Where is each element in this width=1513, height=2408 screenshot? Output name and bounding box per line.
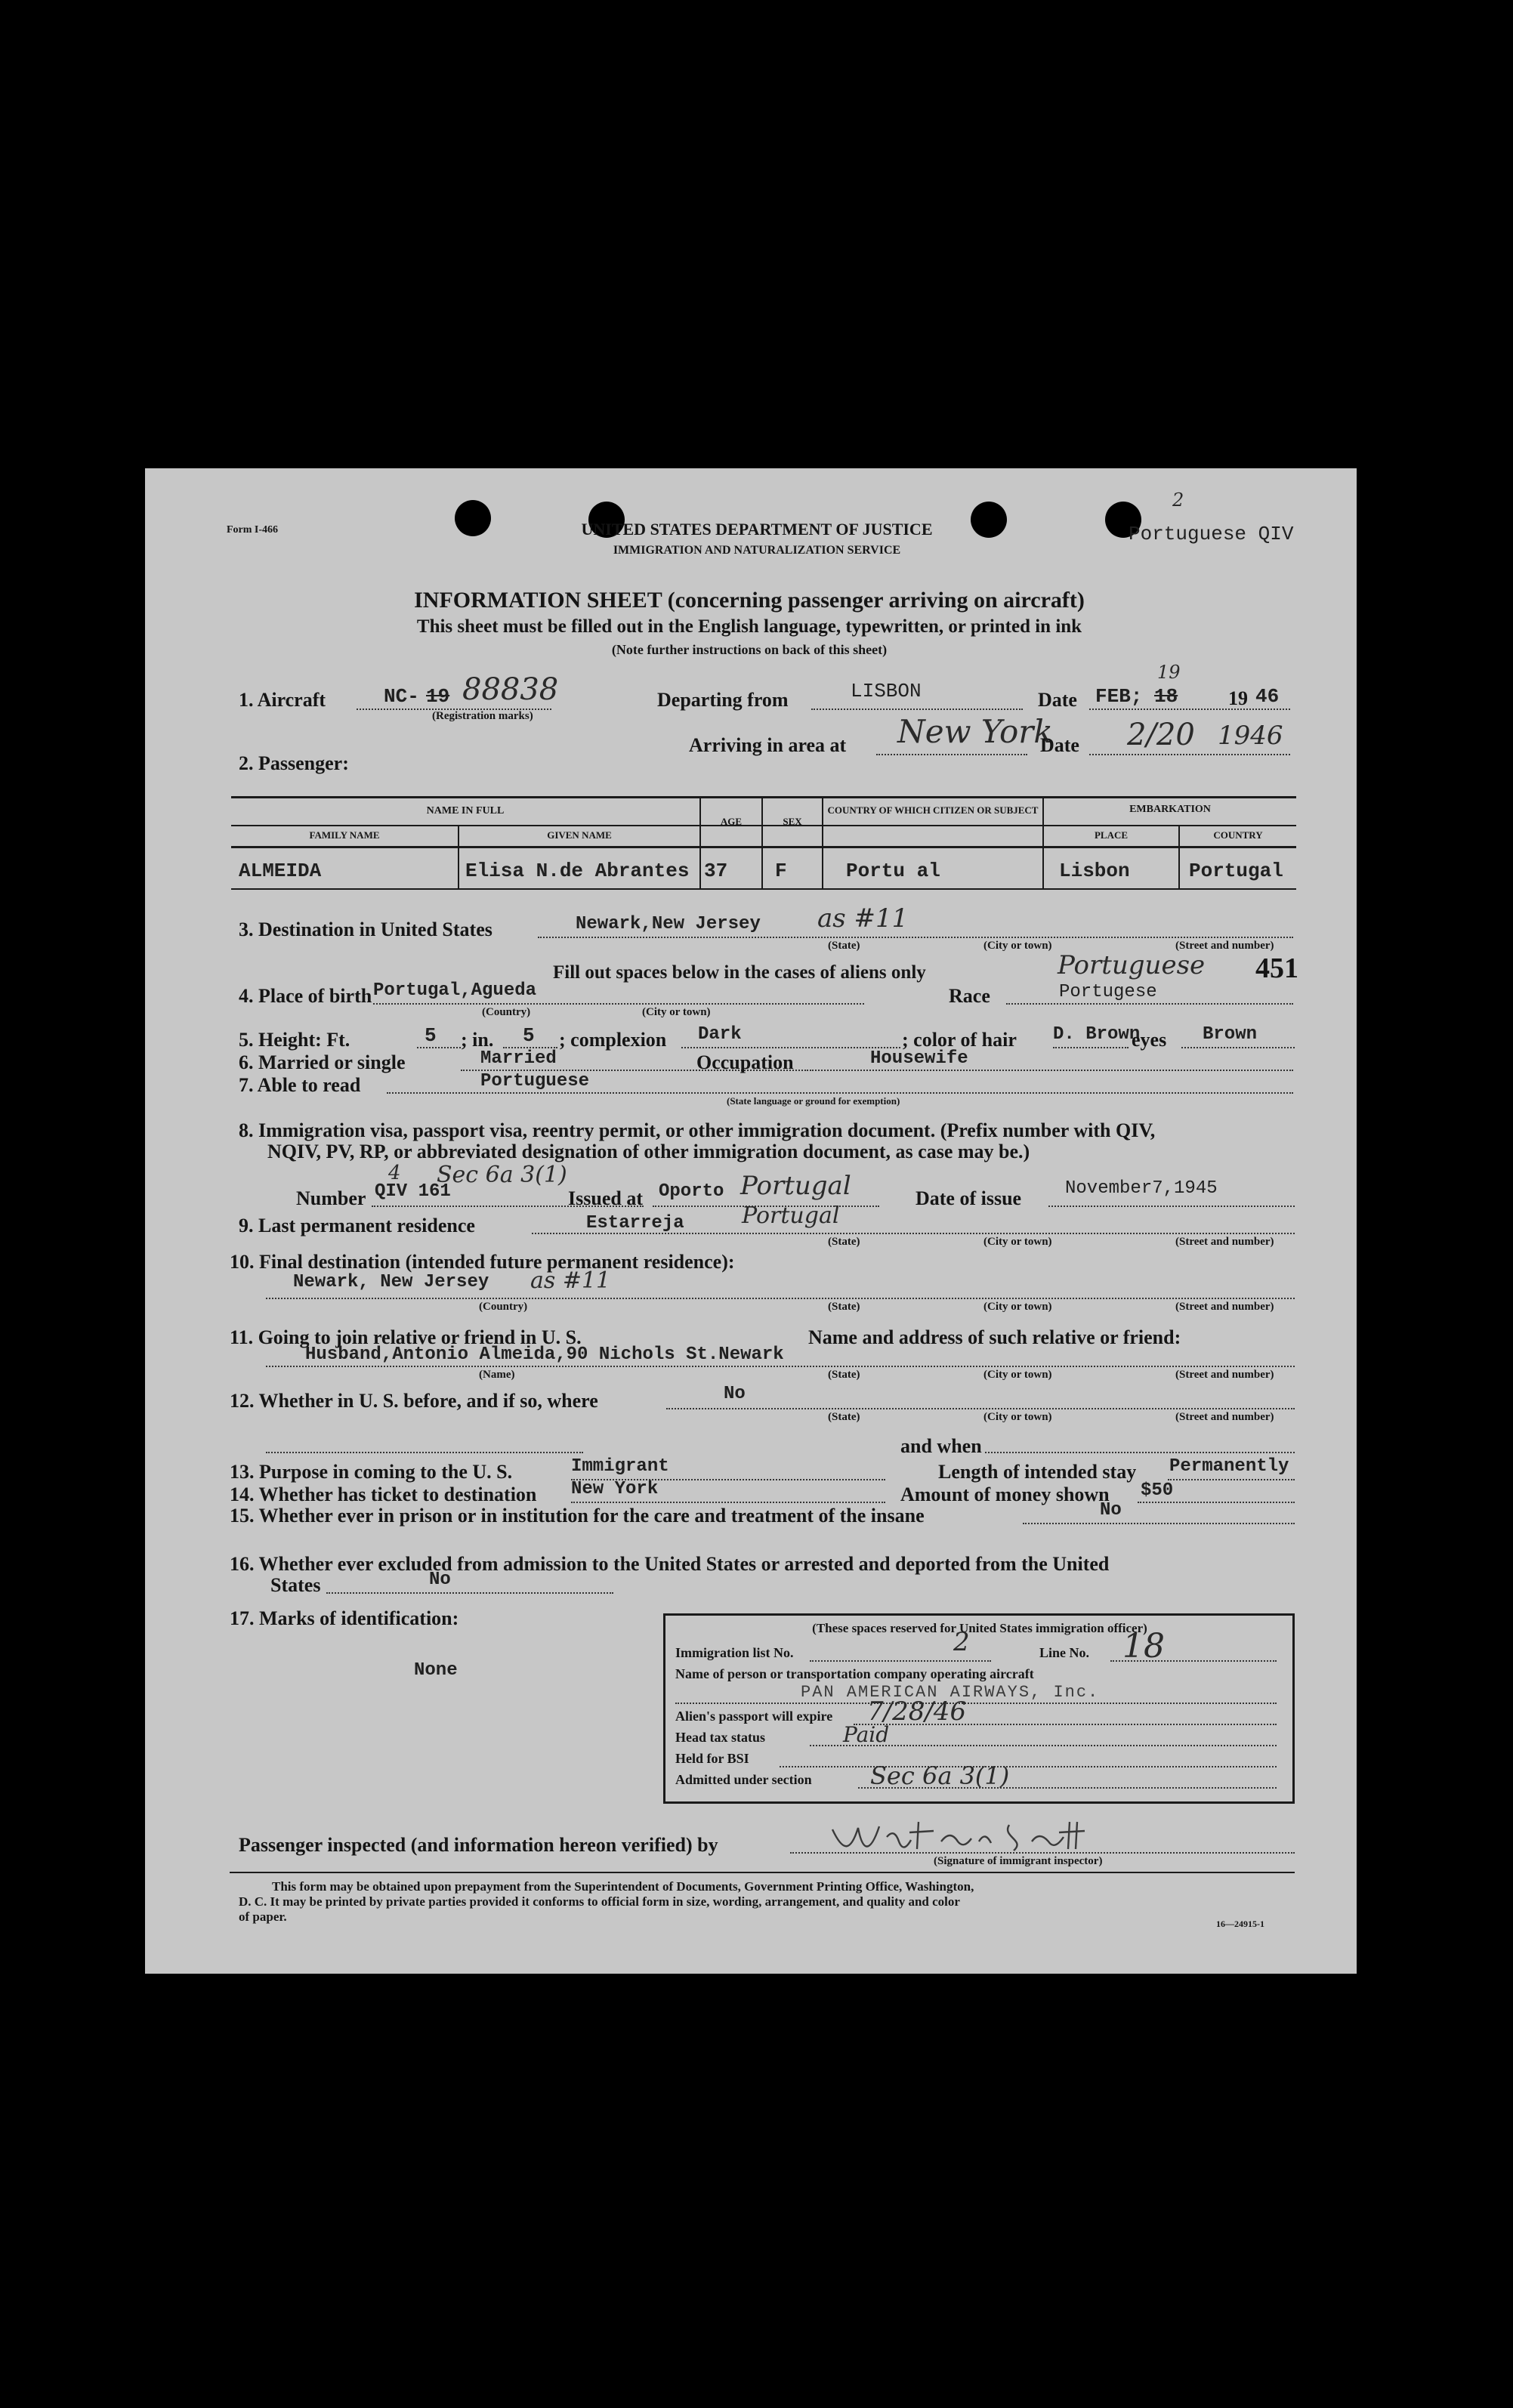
inspector-caption: (Signature of immigrant inspector) (934, 1855, 1103, 1867)
form-sheet (145, 468, 1357, 1974)
money-value: $50 (1141, 1480, 1174, 1501)
q11-name-caption: (Name) (479, 1369, 515, 1381)
line-number-label: Line No. (1039, 1645, 1090, 1660)
place-header: PLACE (1094, 829, 1129, 841)
arrival-date-value: 2/20 (1127, 718, 1195, 752)
q9-state-caption: (State) (828, 1236, 860, 1248)
inches-label: ; in. (461, 1029, 494, 1051)
complexion-label: ; complexion (559, 1029, 667, 1051)
q11-state-caption: (State) (828, 1369, 860, 1381)
date-of-issue-value: November7,1945 (1065, 1178, 1218, 1199)
hair-value: D. Brown (1053, 1024, 1141, 1045)
head-tax-value: Paid (843, 1722, 890, 1747)
q12-label: 12. Whether in U. S. before, and if so, where (230, 1390, 598, 1412)
embarkation-country-header: COUNTRY (1213, 829, 1263, 841)
sex-header: SEX (783, 816, 802, 827)
q9-street-caption: (Street and number) (1175, 1236, 1274, 1248)
q10-country-caption: (Country) (479, 1301, 528, 1313)
registration-caption: (Registration marks) (432, 710, 533, 722)
q10-label: 10. Final destination (intended future permanent residence): (230, 1251, 735, 1273)
print-code: 16—24915-1 (1216, 1919, 1264, 1929)
and-when-label: and when (900, 1435, 982, 1457)
date-of-issue-label: Date of issue (916, 1187, 1022, 1209)
q13-label: 13. Purpose in coming to the U. S. (230, 1461, 513, 1483)
q3-value: Newark,New Jersey (576, 914, 761, 934)
officer-box-title: (These spaces reserved for United States immigration officer) (812, 1621, 1147, 1635)
q3-city-caption: (City or town) (983, 940, 1052, 952)
q4-value: Portugal,Agueda (373, 980, 537, 1001)
date-label: Date (1038, 689, 1077, 711)
form-number: Form I-466 (227, 524, 279, 536)
q10-city-caption: (City or town) (983, 1301, 1052, 1313)
given-name-header: GIVEN NAME (547, 829, 612, 841)
complexion-value: Dark (698, 1024, 742, 1045)
date-correction: 19 (1157, 662, 1181, 683)
embarkation-country-value: Portugal (1189, 860, 1283, 882)
date-value: FEB; (1095, 685, 1143, 708)
inspector-signature (828, 1814, 1100, 1860)
q4-label: 4. Place of birth (239, 985, 372, 1007)
citizen-country-header: COUNTRY OF WHICH CITIZEN OR SUBJECT (827, 804, 1039, 816)
q7-caption: (State language or ground for exemption) (727, 1095, 900, 1107)
given-name-value: Elisa N.de Abrantes (465, 860, 690, 882)
department-title: UNITED STATES DEPARTMENT OF JUSTICE (581, 520, 933, 539)
q9-label: 9. Last permanent residence (239, 1215, 475, 1236)
inspected-label: Passenger inspected (and information hereon verified) by (239, 1834, 718, 1856)
footer-line3: of paper. (239, 1909, 287, 1924)
race-handwritten: Portuguese (1058, 950, 1206, 980)
immigration-list-value: 2 (953, 1627, 970, 1657)
ticket-value: New York (571, 1479, 659, 1499)
punch-hole (971, 502, 1007, 538)
marital-status-value: Married (480, 1048, 557, 1069)
hair-label: ; color of hair (902, 1029, 1017, 1051)
stay-label: Length of intended stay (938, 1461, 1137, 1483)
q3-label: 3. Destination in United States (239, 918, 492, 940)
aircraft-registration: 88838 (462, 672, 559, 707)
q7-label: 7. Able to read (239, 1074, 361, 1096)
sex-value: F (775, 860, 787, 882)
q16-line1: 16. Whether ever excluded from admission to the United States or arrested and deported from the United (230, 1553, 1110, 1575)
q9-city-caption: (City or town) (983, 1236, 1052, 1248)
money-label: Amount of money shown (900, 1483, 1110, 1505)
arriving-value: New York (897, 713, 1053, 750)
footer-line1: This form may be obtained upon prepayment from the Superintendent of Documents, Government Printing Office, Washington, (272, 1879, 974, 1894)
q14-label: 14. Whether has ticket to destination (230, 1483, 537, 1505)
visa-number-value: QIV 161 (375, 1181, 451, 1202)
q11-label2: Name and address of such relative or friend: (808, 1326, 1181, 1348)
eyes-label: eyes (1132, 1029, 1167, 1051)
passport-expire-label: Alien's passport will expire (675, 1709, 833, 1724)
q4-city-caption: (City or town) (642, 1006, 711, 1018)
q12-street-caption: (Street and number) (1175, 1411, 1274, 1423)
line-number-value: 18 (1122, 1627, 1165, 1666)
page-title: INFORMATION SHEET (concerning passenger arriving on aircraft) (414, 588, 1085, 613)
admitted-under-label: Admitted under section (675, 1772, 812, 1787)
operator-label: Name of person or transportation company operating aircraft (675, 1666, 1034, 1681)
page-subtitle: This sheet must be filled out in the English language, typewritten, or printed in ink (416, 616, 1082, 637)
visa-number-superscript: 4 (388, 1162, 401, 1184)
q11-street-caption: (Street and number) (1175, 1369, 1274, 1381)
q8-line1: 8. Immigration visa, passport visa, reentry permit, or other immigration document. (Prefix number with QIV, (239, 1119, 1156, 1141)
passenger-label: 2. Passenger: (239, 752, 349, 774)
q3-street-caption: (Street and number) (1175, 940, 1274, 952)
age-header: AGE (720, 816, 743, 827)
stay-value: Permanently (1169, 1456, 1289, 1477)
eyes-value: Brown (1203, 1024, 1258, 1045)
age-value: 37 (704, 860, 728, 882)
q4-country-caption: (Country) (482, 1006, 531, 1018)
page-note: (Note further instructions on back of this sheet) (611, 642, 888, 657)
read-language-value: Portuguese (480, 1071, 590, 1091)
date-struck: 18 (1154, 685, 1178, 708)
departing-value: LISBON (851, 680, 922, 702)
embarkation-place-value: Lisbon (1059, 860, 1130, 882)
previous-visit-value: No (724, 1384, 746, 1404)
q6-label: 6. Married or single (239, 1051, 406, 1073)
top-right-stamp: Portuguese QIV (1129, 523, 1294, 545)
family-name-header: FAMILY NAME (309, 829, 380, 841)
immigration-list-label: Immigration list No. (675, 1645, 794, 1660)
race-value: Portugese (1059, 982, 1157, 1002)
excluded-value: No (429, 1570, 451, 1590)
issued-at-handwritten: Portugal (740, 1171, 851, 1201)
q11-city-caption: (City or town) (983, 1369, 1052, 1381)
occupation-label: Occupation (696, 1051, 794, 1073)
q10-state-caption: (State) (828, 1301, 860, 1313)
issued-at-label: Issued at (568, 1187, 643, 1209)
q5-label: 5. Height: Ft. (239, 1029, 350, 1051)
q15-label: 15. Whether ever in prison or in institution for the care and treatment of the insane (230, 1505, 925, 1527)
q12-state-caption: (State) (828, 1411, 860, 1423)
aircraft-struck: 19 (426, 685, 450, 708)
prison-value: No (1100, 1500, 1122, 1520)
q10-street-caption: (Street and number) (1175, 1301, 1274, 1313)
height-inches: 5 (523, 1024, 535, 1047)
visa-number-label: Number (296, 1187, 366, 1209)
arrival-date-label: Date (1040, 734, 1079, 756)
year-printed: 19 (1228, 687, 1248, 709)
final-destination-annotation: as #11 (530, 1267, 611, 1294)
visa-section-handwritten: Sec 6a 3(1) (437, 1162, 567, 1188)
occupation-value: Housewife (870, 1048, 968, 1069)
q8-line2: NQIV, PV, RP, or abbreviated designation of other immigration document, as case may be.) (267, 1141, 1030, 1162)
admitted-under-value: Sec 6a 3(1) (870, 1761, 1010, 1790)
final-destination-value: Newark, New Jersey (293, 1272, 489, 1292)
q11-label: 11. Going to join relative or friend in U. S. (230, 1326, 582, 1348)
q12-city-caption: (City or town) (983, 1411, 1052, 1423)
service-title: IMMIGRATION AND NATURALIZATION SERVICE (613, 544, 901, 557)
q17-label: 17. Marks of identification: (230, 1607, 459, 1629)
footer-line2: D. C. It may be printed by private parties provided it conforms to official form in size, wording, arrangement, and quality and color (239, 1894, 960, 1909)
family-name-value: ALMEIDA (239, 860, 322, 882)
q16-line2: States (270, 1574, 321, 1596)
aircraft-prefix: NC- (384, 685, 419, 708)
purpose-value: Immigrant (571, 1456, 669, 1477)
issued-at-value: Oporto (659, 1181, 724, 1202)
name-in-full-header: NAME IN FULL (426, 805, 505, 817)
year-value: 46 (1255, 685, 1280, 708)
citizen-value: Portu al (846, 860, 940, 882)
q3-state-caption: (State) (828, 940, 860, 952)
aircraft-label: 1. Aircraft (239, 689, 326, 711)
passport-expire-value: 7/28/46 (867, 1696, 967, 1727)
race-label: Race (949, 985, 990, 1007)
operator-value: PAN AMERICAN AIRWAYS, Inc. (801, 1683, 1100, 1702)
relative-value: Husband,Antonio Almeida,90 Nichols St.Newark (305, 1344, 784, 1365)
aliens-only-note: Fill out spaces below in the cases of aliens only (553, 962, 926, 983)
punch-hole (455, 500, 491, 536)
held-for-bsi-label: Held for BSI (675, 1751, 749, 1766)
q3-annotation: as #11 (817, 903, 909, 934)
last-residence-value: Estarreja (586, 1213, 684, 1233)
stamp-number: 451 (1255, 952, 1298, 984)
departing-label: Departing from (657, 689, 789, 711)
head-tax-label: Head tax status (675, 1730, 766, 1745)
arrival-year: 1946 (1218, 721, 1283, 751)
top-right-mark: 2 (1172, 489, 1184, 511)
last-residence-handwritten: Portugal (742, 1202, 840, 1229)
height-feet: 5 (425, 1024, 437, 1047)
identification-marks-value: None (414, 1660, 458, 1681)
arriving-label: Arriving in area at (689, 734, 847, 756)
embarkation-header: EMBARKATION (1129, 804, 1211, 815)
